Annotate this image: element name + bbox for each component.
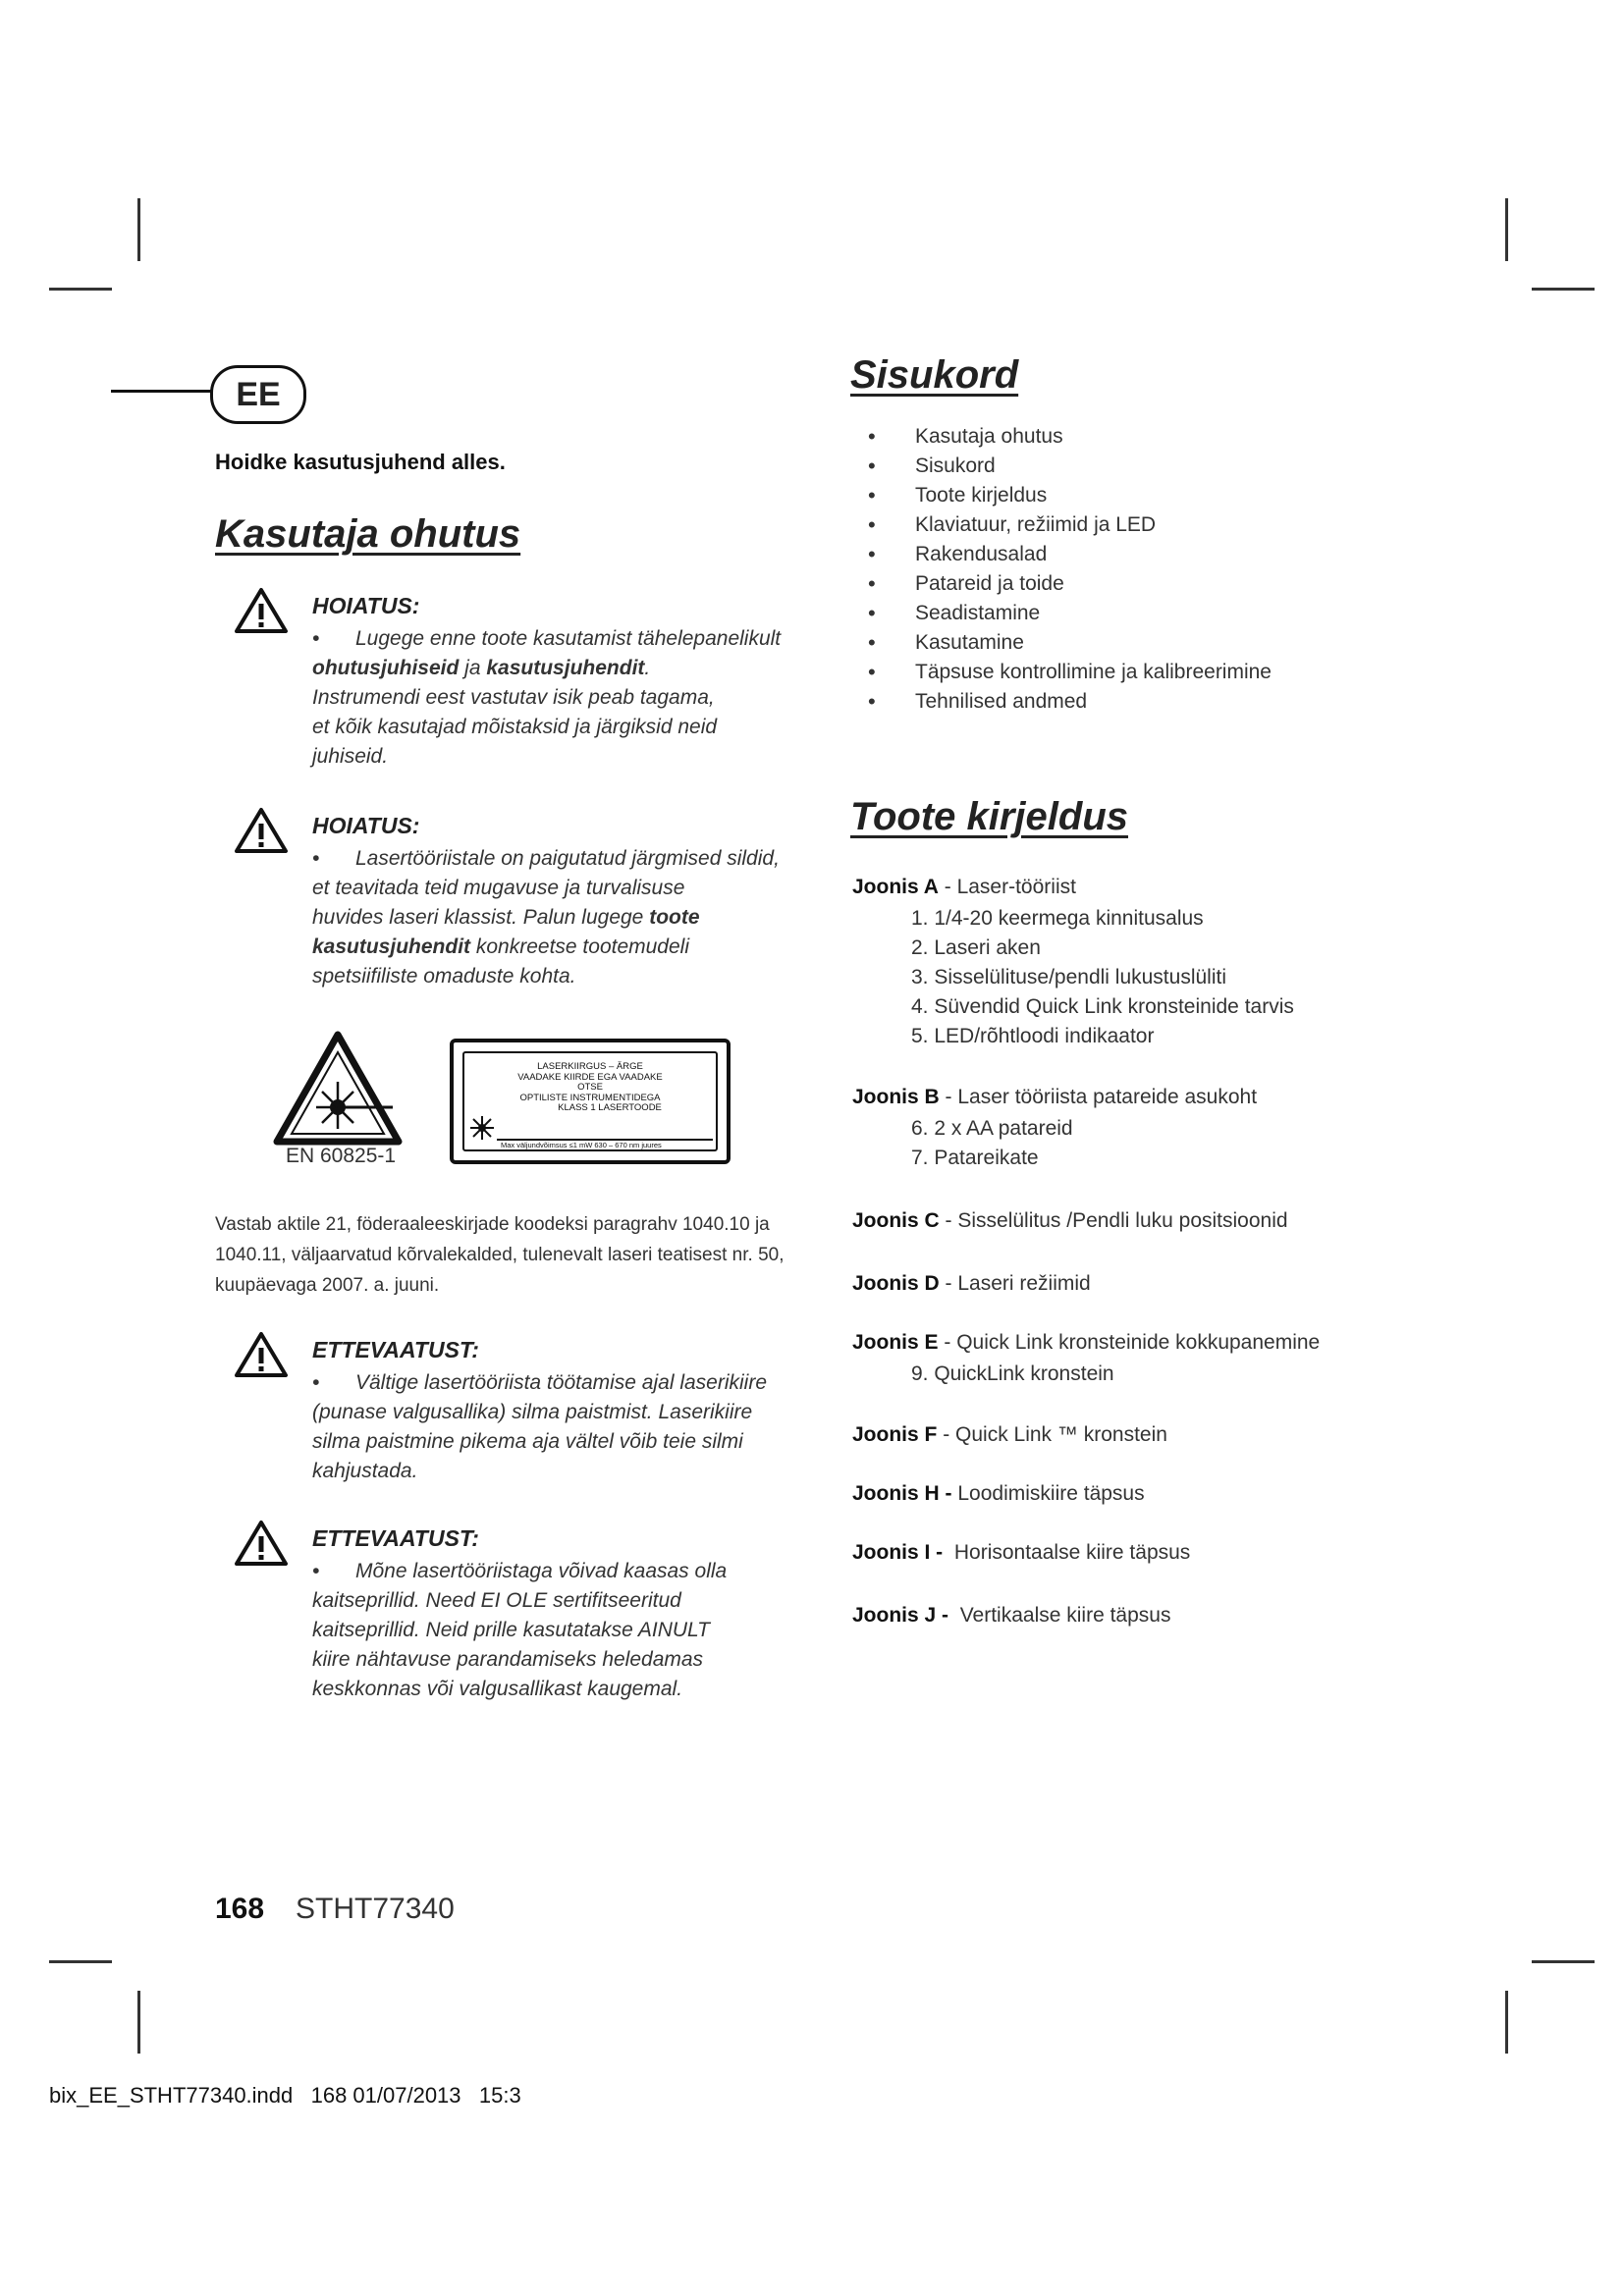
figure-e-caption: Joonis E - Quick Link kronsteinide kokkupanemine [852, 1331, 1321, 1354]
figure-item: 3. Sisselülituse/pendli lukustuslüliti [911, 966, 1226, 988]
laser-starburst-icon [469, 1115, 495, 1141]
crop-mark [1505, 1991, 1508, 2054]
toc-item: • Rakendusalad [852, 540, 1272, 569]
figure-c-caption: Joonis C - Sisselülitus /Pendli luku positsioonid [852, 1209, 1288, 1232]
figure-i-caption: Joonis I - Horisontaalse kiire täpsus [852, 1541, 1191, 1564]
laser-warning-label [450, 1039, 731, 1164]
warning-triangle-icon [234, 807, 289, 854]
toc-item: • Klaviatuur, režiimid ja LED [852, 510, 1272, 540]
section-heading-product-description: Toote kirjeldus [850, 795, 1129, 838]
figure-item: 2. Laseri aken [911, 936, 1041, 959]
caution-text: • Vältige lasertööriista töötamise ajal laserikiire (punase valgusallika) silma paistmist. Laserikiire silma paistmine pikema aja vältel võib teie silmi kahjustada. [312, 1371, 768, 1482]
section-heading-contents: Sisukord [850, 353, 1019, 397]
figure-item: 7. Patareikate [911, 1147, 1039, 1169]
keep-manual-note: Hoidke kasutusjuhend alles. [215, 450, 506, 474]
caution-title: ETTEVAATUST: [312, 1525, 479, 1551]
figure-b-caption: Joonis B - Laser tööriista patareide asukoht [852, 1086, 1258, 1108]
label-text: VAADAKE KIIRDE EGA VAADAKE [517, 1071, 663, 1083]
label-spec: Max väljundvõimsus ≤1 mW 630 – 670 nm juures [501, 1141, 662, 1149]
warning-text: • Lugege enne toote kasutamist tähelepanelikult ohutusjuhiseid ja kasutusjuhendit. Instrumendi eest vastutav isik peab tagama, et kõik kasutajad mõistaksid ja järgiksid neid juhiseid. [312, 627, 782, 768]
toc-item: • Täpsuse kontrollimine ja kalibreerimine [852, 658, 1272, 687]
warning-text: • Lasertööriistale on paigutatud järgmised sildid, et teavitada teid mugavuse ja turvalisuse huvides laseri klassist. Palun lugege toote kasutusjuhendit konkreetse tootemudeli spetsiifiliste omaduste kohta. [312, 847, 780, 988]
figure-f-caption: Joonis F - Quick Link ™ kronstein [852, 1423, 1167, 1446]
laser-hazard-icon [273, 1031, 403, 1147]
toc-item: • Patareid ja toide [852, 569, 1272, 599]
toc-item: • Seadistamine [852, 599, 1272, 628]
figure-item: 6. 2 x AA patareid [911, 1117, 1073, 1140]
language-badge: EE [210, 365, 306, 424]
toc-item: • Sisukord [852, 452, 1272, 481]
figure-item: 9. QuickLink kronstein [911, 1362, 1114, 1385]
page-number: 168 [215, 1893, 265, 1925]
figure-item: 5. LED/rõhtloodi indikaator [911, 1025, 1155, 1047]
label-text: OPTILISTE INSTRUMENTIDEGA [519, 1092, 661, 1103]
language-badge-line [111, 390, 213, 393]
figure-h-caption: Joonis H - Loodimiskiire täpsus [852, 1482, 1145, 1505]
figure-d-caption: Joonis D - Laseri režiimid [852, 1272, 1091, 1295]
warning-triangle-icon [234, 1520, 289, 1567]
section-heading-user-safety: Kasutaja ohutus [215, 512, 521, 556]
label-text: KLASS 1 LASERTOODE [558, 1102, 662, 1113]
figure-j-caption: Joonis J - Vertikaalse kiire täpsus [852, 1604, 1171, 1627]
print-slug: bix_EE_STHT77340.indd 168 01/07/2013 15:3 [49, 2083, 521, 2108]
table-of-contents [852, 422, 1272, 717]
crop-mark [1532, 288, 1595, 291]
compliance-text: Vastab aktile 21, föderaaleeskirjade koodeksi paragrahv 1040.10 ja 1040.11, väljaarvatud kõrvalekalded, tulenevalt laseri teatisest nr. 50, kuupäevaga 2007. a. juuni. [215, 1214, 785, 1296]
figure-a-caption: Joonis A - Laser-tööriist [852, 876, 1076, 898]
toc-item: • Kasutamine [852, 628, 1272, 658]
figure-item: 4. Süvendid Quick Link kronsteinide tarvis [911, 995, 1294, 1018]
label-text: LASERKIIRGUS – ÄRGE [537, 1061, 643, 1072]
figure-item: 1. 1/4-20 keermega kinnitusalus [911, 907, 1204, 930]
warning-triangle-icon [234, 587, 289, 634]
toc-item: • Toote kirjeldus [852, 481, 1272, 510]
warning-triangle-icon [234, 1331, 289, 1378]
caution-title: ETTEVAATUST: [312, 1337, 479, 1362]
label-text: OTSE [577, 1082, 603, 1093]
crop-mark [137, 198, 140, 261]
warning-title: HOIATUS: [312, 813, 420, 838]
crop-mark [49, 288, 112, 291]
crop-mark [1532, 1960, 1595, 1963]
model-number: STHT77340 [296, 1893, 455, 1925]
crop-mark [137, 1991, 140, 2054]
caution-text: • Mõne lasertööriistaga võivad kaasas olla kaitseprillid. Need EI OLE sertifitseeritud kaitseprillid. Neid prille kasutatakse AINULT kiire nähtavuse parandamiseks heledamas keskkonnas või valgusallikast kaugemal. [312, 1560, 728, 1700]
crop-mark [1505, 198, 1508, 261]
crop-mark [49, 1960, 112, 1963]
warning-title: HOIATUS: [312, 593, 420, 618]
toc-item: • Kasutaja ohutus [852, 422, 1272, 452]
toc-item: • Tehnilised andmed [852, 687, 1272, 717]
standard-label: EN 60825-1 [286, 1145, 397, 1167]
